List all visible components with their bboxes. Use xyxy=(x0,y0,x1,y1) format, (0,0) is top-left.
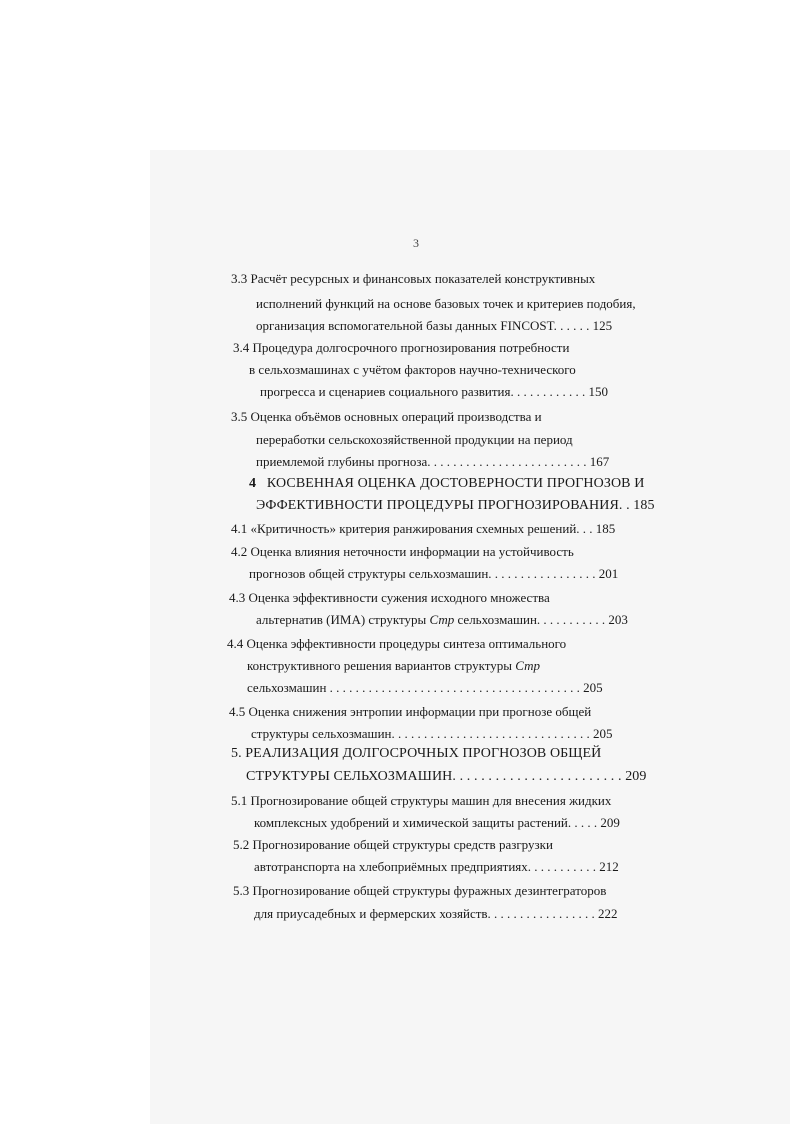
toc-entry-4-3-cont: альтернатив (ИМА) структуры Стр сельхозмашин. . . . . . . . . . . 203 xyxy=(256,612,628,627)
toc-entry-4-4-cont: сельхозмашин . . . . . . . . . . . . . . . . . . . . . . . . . . . . . . . . . . . . . . . 205 xyxy=(247,680,603,695)
toc-entry-4-4: 4.4 Оценка эффективности процедуры синтеза оптимального xyxy=(227,636,567,651)
toc-entry-5-3-cont: для приусадебных и фермерских хозяйств. . . . . . . . . . . . . . . . . 222 xyxy=(254,906,618,921)
italic-term: Стр xyxy=(429,612,455,627)
toc-entry-4-2-cont: прогнозов общей структуры сельхозмашин. . . . . . . . . . . . . . . . . 201 xyxy=(249,566,619,581)
toc-chapter-4-cont: ЭФФЕКТИВНОСТИ ПРОЦЕДУРЫ ПРОГНОЗИРОВАНИЯ. . 185 xyxy=(256,498,655,513)
chapter-number: 4 xyxy=(249,476,257,491)
toc-entry-3-3: 3.3 Расчёт ресурсных и финансовых показателей конструктивных xyxy=(231,271,596,286)
toc-entry-4-1: 4.1 «Критичность» критерия ранжирования схемных решений. . . 185 xyxy=(231,521,616,536)
toc-entry-3-5-cont: переработки сельскохозяйственной продукции на период xyxy=(256,432,573,447)
toc-entry-3-3-cont: исполнений функций на основе базовых точек и критериев подобия, xyxy=(256,296,636,311)
toc-chapter-5-cont: СТРУКТУРЫ СЕЛЬХОЗМАШИН. . . . . . . . . . . . . . . . . . . . . . . . 209 xyxy=(246,769,647,784)
toc-entry-3-5: 3.5 Оценка объёмов основных операций производства и xyxy=(231,409,542,424)
page-number: 3 xyxy=(413,236,419,250)
toc-entry-5-1-cont: комплексных удобрений и химической защиты растений. . . . . 209 xyxy=(254,815,620,830)
toc-entry-3-5-cont: приемлемой глубины прогноза. . . . . . . . . . . . . . . . . . . . . . . . . 167 xyxy=(256,454,610,469)
toc-entry-4-2: 4.2 Оценка влияния неточности информации на устойчивость xyxy=(231,544,574,559)
chapter-title: КОСВЕННАЯ ОЦЕНКА ДОСТОВЕРНОСТИ ПРОГНОЗОВ И xyxy=(266,476,645,491)
toc-entry-3-4-cont: в сельхозмашинах с учётом факторов научно-технического xyxy=(249,362,576,377)
toc-entry-3-3-cont: организация вспомогательной базы данных FINCOST. . . . . . 125 xyxy=(256,318,613,333)
toc-entry-4-4-cont: конструктивного решения вариантов структуры Стр xyxy=(247,658,541,673)
toc-entry-3-4: 3.4 Процедура долгосрочного прогнозирования потребности xyxy=(233,340,570,355)
toc-entry-4-5-cont: структуры сельхозмашин. . . . . . . . . . . . . . . . . . . . . . . . . . . . . . . 205 xyxy=(251,726,613,741)
toc-chapter-4 xyxy=(249,476,644,492)
italic-term: Стр xyxy=(515,658,541,673)
toc-entry-5-1: 5.1 Прогнозирование общей структуры машин для внесения жидких xyxy=(231,793,612,808)
toc-entry-5-2: 5.2 Прогнозирование общей структуры средств разгрузки xyxy=(233,837,553,852)
toc-entry-3-4-cont: прогресса и сценариев социального развития. . . . . . . . . . . . 150 xyxy=(260,384,608,399)
toc-entry-5-2-cont: автотранспорта на хлебоприёмных предприятиях. . . . . . . . . . . 212 xyxy=(254,859,619,874)
toc-entry-4-3: 4.3 Оценка эффективности сужения исходного множества xyxy=(229,590,550,605)
toc-entry-5-3: 5.3 Прогнозирование общей структуры фуражных дезинтеграторов xyxy=(233,883,607,898)
toc-chapter-5: 5. РЕАЛИЗАЦИЯ ДОЛГОСРОЧНЫХ ПРОГНОЗОВ ОБЩЕЙ xyxy=(231,746,602,761)
toc-entry-4-5: 4.5 Оценка снижения энтропии информации при прогнозе общей xyxy=(229,704,592,719)
